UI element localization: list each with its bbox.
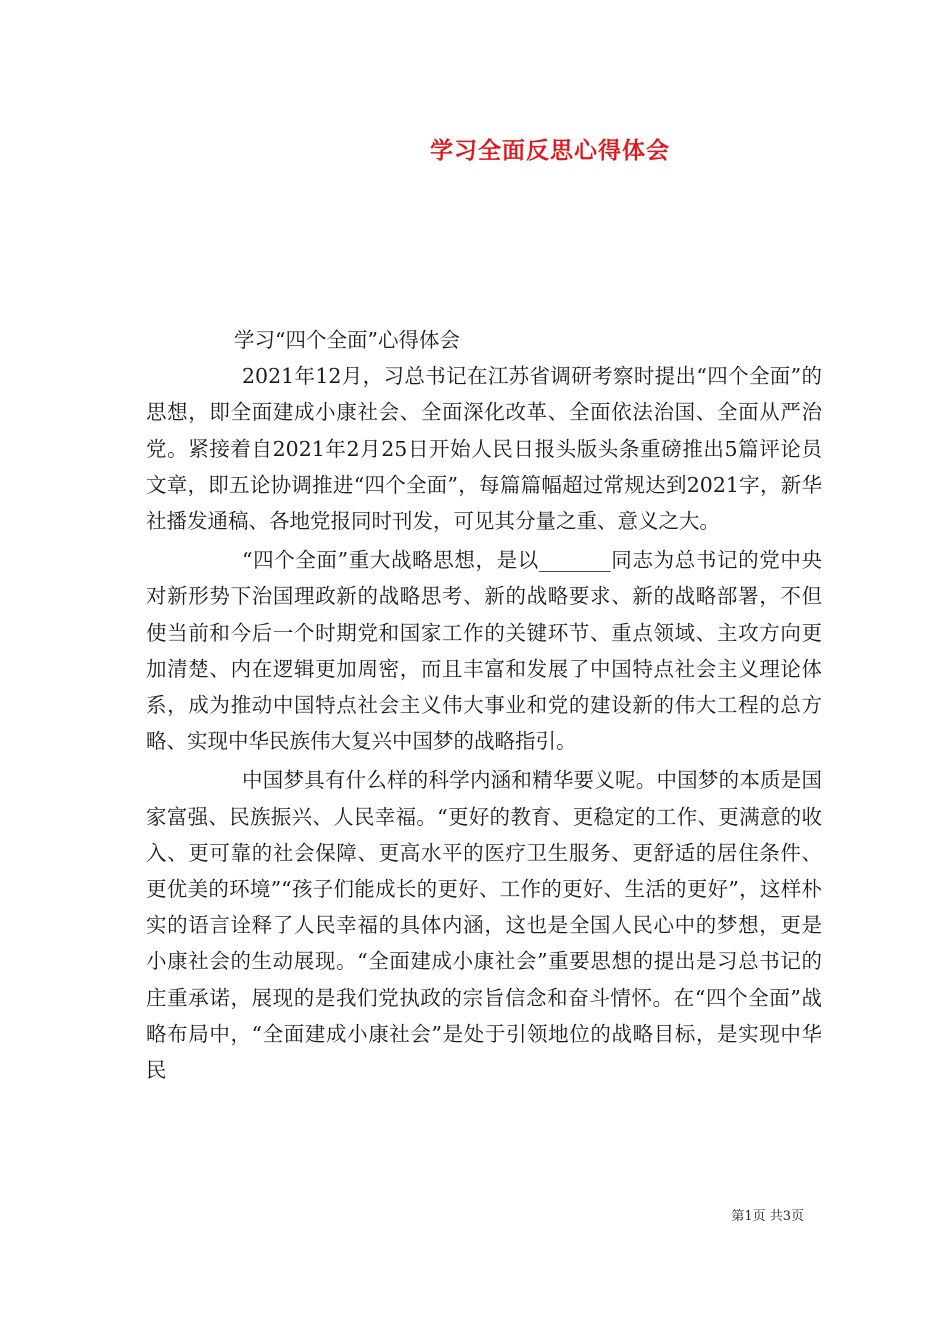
document-subtitle: 学习“四个全面”心得体会 [234,328,460,352]
paragraph-1: 2021年12月，习总书记在江苏省调研考察时提出“四个全面”的思想，即全面建成小康社会、全面深化改革、全面依法治国、全面从严治党。紧接着自2021年2月25日开始人民日报头版头条重磅推出5篇评论员文章，即五论协调推进“四个全面”，每篇篇幅超过常规达到2021字，新华社播发通稿、各地党报同时刊发，可见其分量之重、意义之大。 [146,364,822,534]
paragraph-2: “四个全面”重大战略思想，是以_______同志为总书记的党中央对新形势下治国理政新的战略思考、新的战略要求、新的战略部署，不但使当前和今后一个时期党和国家工作的关键环节、重点领域、主攻方向更加清楚、内在逻辑更加周密，而且丰富和发展了中国特点社会主义理论体系，成为推动中国特点社会主义伟大事业和党的建设新的伟大工程的总方略、实现中华民族伟大复兴中国梦的战略指引。 [146,548,822,754]
page-number-footer: 第1页 共3页 [731,1209,804,1224]
document-body [146,322,822,1088]
paragraph-3: 中国梦具有什么样的科学内涵和精华要义呢。中国梦的本质是国家富强、民族振兴、人民幸福。“更好的教育、更稳定的工作、更满意的收入、更可靠的社会保障、更高水平的医疗卫生服务、更舒适的居住条件、更优美的环境”“孩子们能成长的更好、工作的更好、生活的更好”，这样朴实的语言诠释了人民幸福的具体内涵，这也是全国人民心中的梦想，更是小康社会的生动展现。“全面建成小康社会”重要思想的提出是习总书记的庄重承诺，展现的是我们党执政的宗旨信念和奋斗情怀。在“四个全面”战略布局中，“全面建成小康社会”是处于引领地位的战略目标，是实现中华民 [146,768,822,1083]
document-title: 学习全面反思心得体会 [430,138,670,164]
